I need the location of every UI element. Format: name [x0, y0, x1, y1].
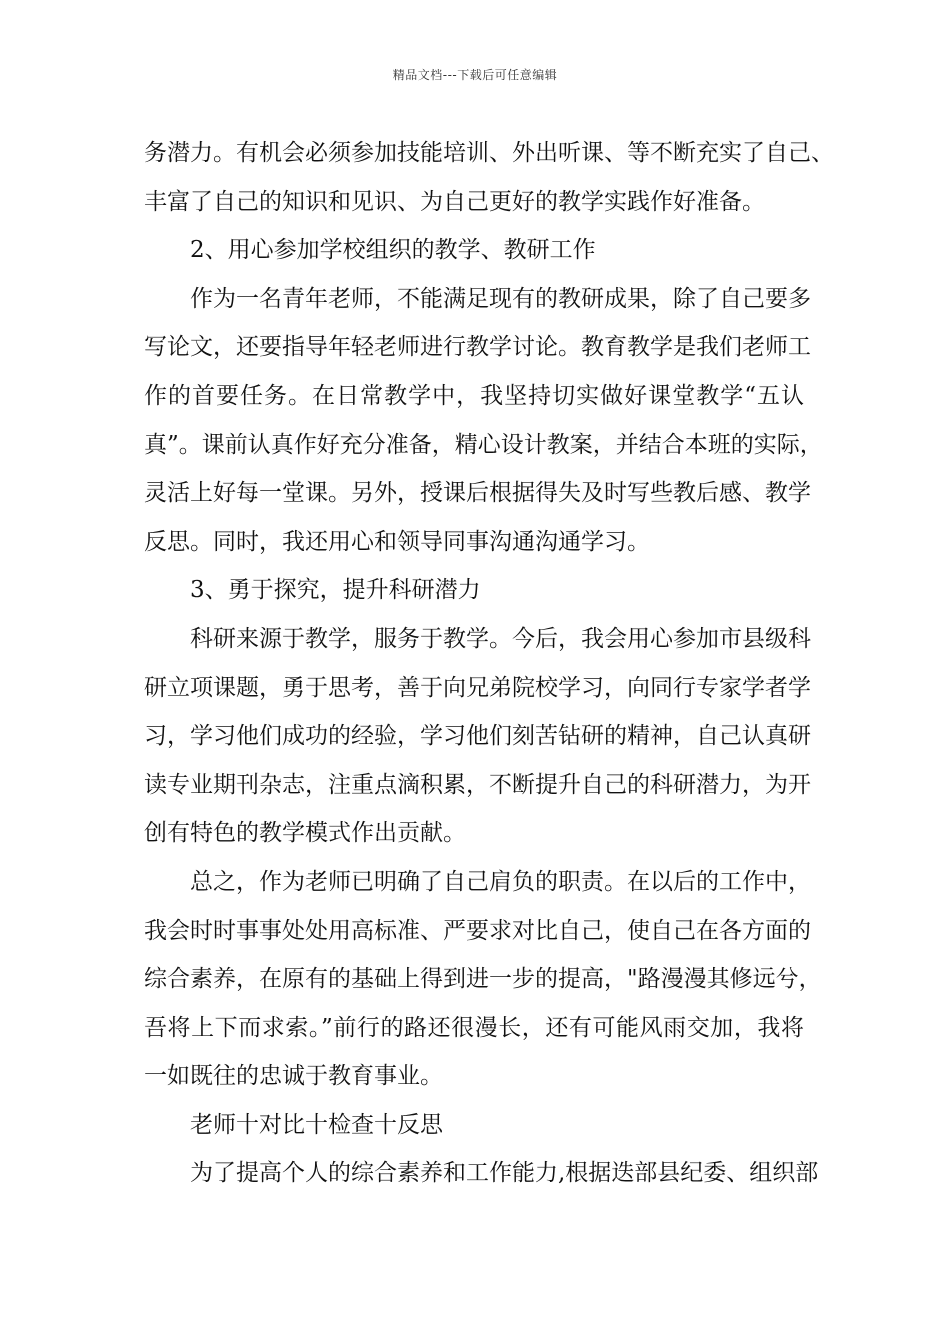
paragraph [144, 275, 823, 567]
text-line: 习，学习他们成功的经验，学习他们刻苦钻研的精神，自己认真研 [144, 723, 811, 750]
text-line: 真”。课前认真作好充分准备，精心设计教案，并结合本班的实际， [144, 431, 823, 458]
text-line: 反思。同时，我还用心和领导同事沟通沟通学习。 [144, 528, 650, 555]
paragraph [144, 858, 822, 1101]
text-line: 务潜力。有机会必须参加技能培训、外出听课、等不断充实了自己、 [144, 140, 834, 166]
paragraph [144, 1101, 804, 1150]
text-line: 创有特色的教学模式作出贡献。 [144, 820, 466, 847]
text-line: 作的首要任务。在日常教学中，我坚持切实做好课堂教学“五认 [144, 382, 804, 409]
text-line: 丰富了自己的知识和见识、为自己更好的教学实践作好准备。 [144, 188, 765, 215]
text-line: 研立项课题，勇于思考，善于向兄弟院校学习，向同行专家学者学 [144, 674, 811, 701]
paragraph [144, 129, 834, 226]
paragraph [144, 226, 804, 275]
text-line: 2、用心参加学校组织的教学、教研工作 [190, 237, 596, 264]
text-line: 写论文，还要指导年轻老师进行教学讨论。教育教学是我们老师工 [144, 334, 811, 361]
text-line: 一如既往的忠诚于教育事业。 [144, 1063, 443, 1090]
text-line: 综合素养，在原有的基础上得到进一步的提高，"路漫漫其修远兮， [144, 966, 822, 993]
text-line: 科研来源于教学，服务于教学。今后，我会用心参加市县级科 [190, 625, 811, 652]
text-line: 为了提高个人的综合素养和工作能力,根据迭部县纪委、组织部 [190, 1160, 819, 1187]
text-line: 读专业期刊杂志，注重点滴积累，不断提升自己的科研潜力，为开 [144, 771, 811, 798]
text-line: 吾将上下而求索。”前行的路还很漫长，还有可能风雨交加，我将 [144, 1014, 804, 1041]
page-header: 精品文档---下载后可任意编辑 [392, 68, 558, 82]
text-line: 3、勇于探究，提升科研潜力 [190, 577, 481, 604]
text-line: 灵活上好每一堂课。另外，授课后根据得失及时写些教后感、教学 [144, 480, 811, 507]
text-line: 总之，作为老师已明确了自己肩负的职责。在以后的工作中， [190, 868, 811, 895]
paragraph [144, 1149, 819, 1198]
paragraph-list [144, 129, 834, 1198]
document-body [144, 129, 834, 1198]
paragraph [144, 566, 804, 615]
text-line: 作为一名青年老师，不能满足现有的教研成果，除了自己要多 [190, 285, 811, 312]
text-line: 老师十对比十检查十反思 [190, 1111, 443, 1138]
paragraph [144, 615, 811, 858]
text-line: 我会时时事事处处用高标准、严要求对比自己，使自己在各方面的 [144, 917, 811, 944]
